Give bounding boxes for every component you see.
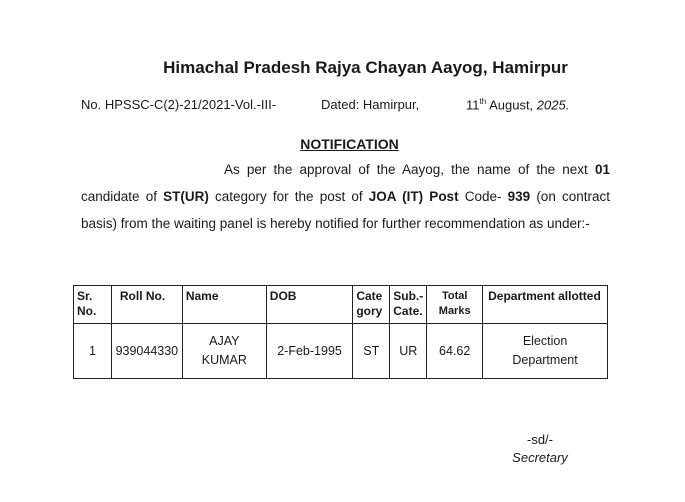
cell-name: AJAY KUMAR — [182, 324, 266, 379]
cell-dob: 2-Feb-1995 — [266, 324, 353, 379]
notification-heading — [0, 136, 685, 152]
header-dob: DOB — [266, 286, 353, 324]
notification-body — [81, 156, 610, 237]
date-year: 2025. — [536, 97, 570, 113]
date-month: August, — [489, 97, 534, 113]
cell-category: ST — [353, 324, 390, 379]
body-text-4: Code- — [458, 189, 508, 204]
cell-department: Election Department — [483, 324, 608, 379]
header-roll: Roll No. — [111, 286, 182, 324]
body-text-1: As per the approval of the Aayog, the name of the next — [224, 162, 588, 177]
cell-total-marks: 64.62 — [427, 324, 483, 379]
post-name: JOA (IT) Post — [368, 189, 459, 204]
reference-number: No. HPSSC-C(2)-21/2021-Vol.-III- — [81, 97, 277, 112]
body-text-5: (on contract basis) from the waiting panel is hereby notified for further recommendation as under:- — [81, 189, 610, 231]
header-sr: Sr. No. — [74, 286, 112, 324]
header-total-marks: Total Marks — [427, 286, 483, 324]
header-subcategory: Sub.- Cate. — [390, 286, 427, 324]
dated-label: Dated: Hamirpur, — [321, 97, 420, 112]
candidate-count: 01 — [594, 162, 610, 177]
table-row — [74, 324, 608, 379]
header-name: Name — [182, 286, 266, 324]
cell-subcategory: UR — [390, 324, 427, 379]
cell-sr: 1 — [74, 324, 112, 379]
category-text: ST(UR) — [163, 189, 209, 204]
body-text-2: candidate of — [81, 189, 164, 204]
date-day: 11 — [466, 97, 480, 113]
issue-date — [466, 97, 569, 112]
date-suffix: th — [479, 97, 487, 106]
signature-sd: -sd/- — [527, 432, 553, 447]
candidate-table — [73, 285, 608, 379]
header-category: Cate gory — [353, 286, 390, 324]
signature-designation: Secretary — [512, 450, 568, 465]
notification-title: NOTIFICATION — [300, 136, 399, 152]
organization-title: Himachal Pradesh Rajya Chayan Aayog, Hamirpur — [163, 58, 568, 77]
table-header-row — [74, 286, 608, 324]
body-text-3: category for the post of — [208, 189, 369, 204]
cell-roll: 939044330 — [111, 324, 182, 379]
header-department: Department allotted — [483, 286, 608, 324]
post-code: 939 — [507, 189, 531, 204]
